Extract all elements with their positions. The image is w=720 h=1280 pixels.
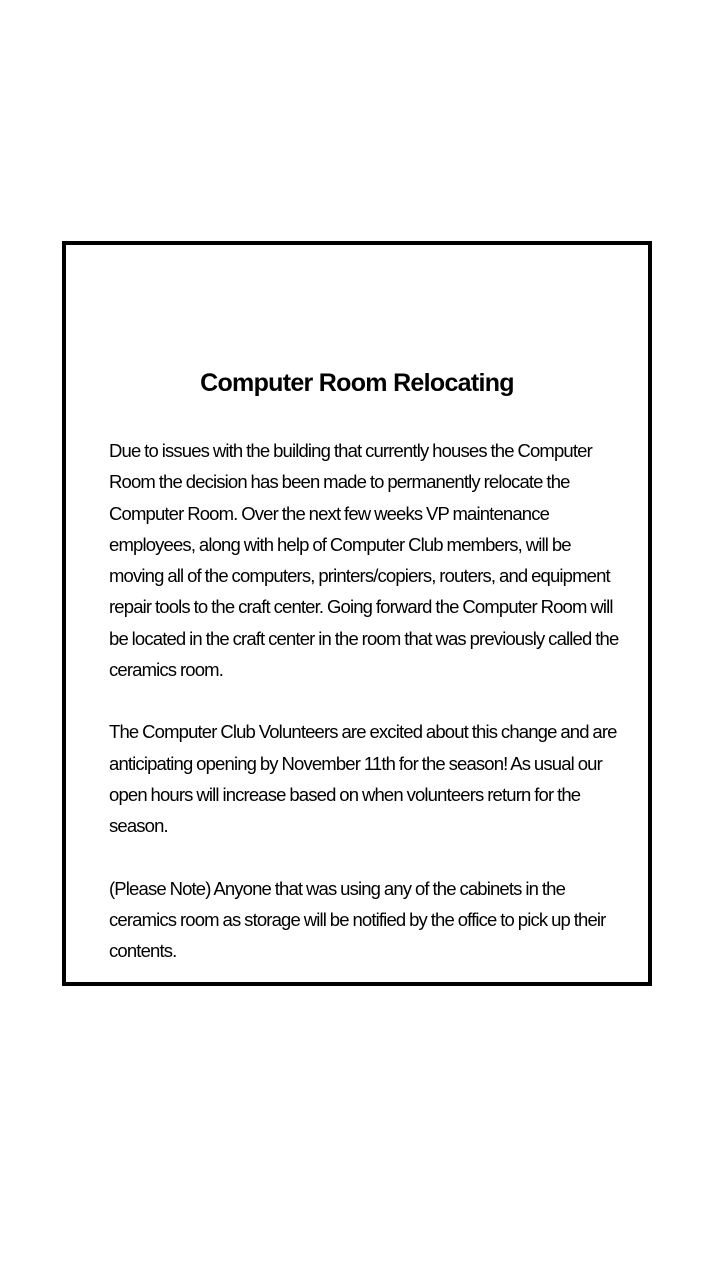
notice-paragraph-storage-note: (Please Note) Anyone that was using any of the cabinets in the ceramics room as storage will be notified by the office to pick up their contents. — [109, 877, 606, 962]
notice-title: Computer Room Relocating — [200, 369, 514, 397]
notice-body — [109, 435, 624, 997]
notice-paragraph-relocation: Due to issues with the building that currently houses the Computer Room the decision has been made to permanently relocate the Computer Room. Over the next few weeks VP maintenance employees, along with help of Computer Club members, will be moving all of the computers, printers/copiers, routers, and equipment repair tools to the craft center. Going forward the Computer Room will be located in the craft center in the room that was previously called the ceramics room. — [109, 440, 619, 681]
notice-box — [62, 241, 652, 986]
notice-paragraph-opening: The Computer Club Volunteers are excited about this change and are anticipating opening by November 11th for the season! As usual our open hours will increase based on when volunteers return for the season. — [109, 721, 617, 837]
